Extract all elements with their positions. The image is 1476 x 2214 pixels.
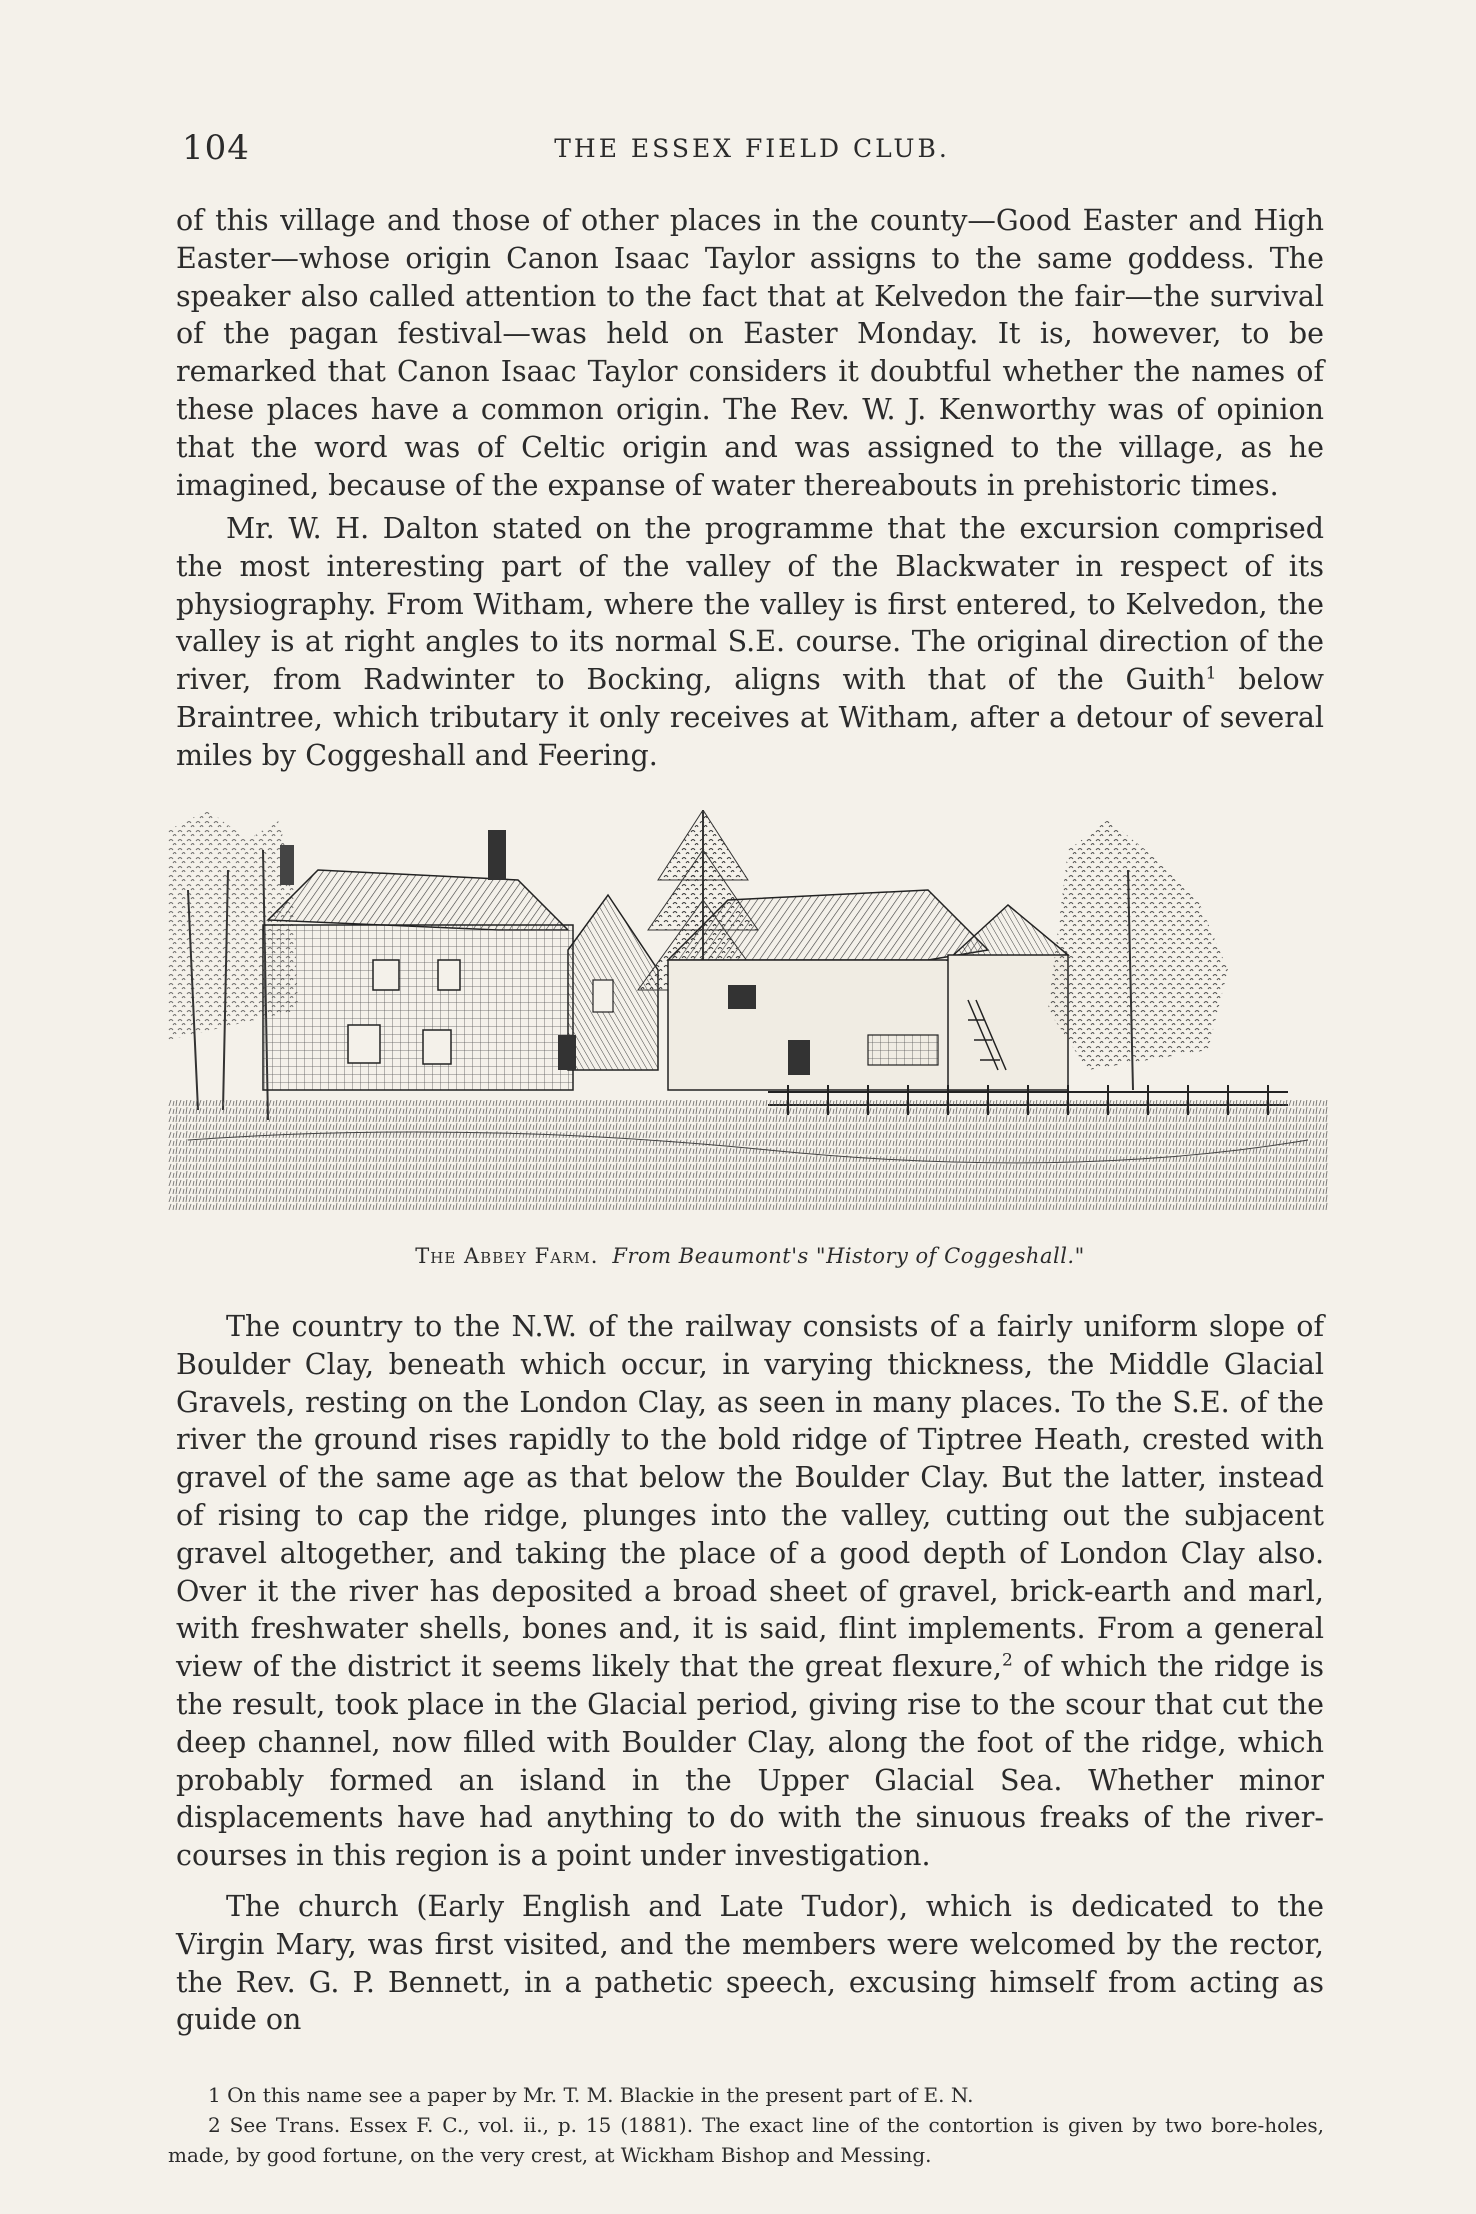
barn-drawing bbox=[668, 890, 1068, 1090]
footnote-ref-1: 1 bbox=[1205, 663, 1217, 684]
right-trees-drawing bbox=[1048, 820, 1228, 1090]
footnote-ref-2: 2 bbox=[1001, 1650, 1013, 1671]
caption-title: The Abbey Farm. bbox=[415, 1244, 599, 1268]
page-number: 104 bbox=[182, 128, 250, 168]
abbey-farm-illustration bbox=[168, 810, 1328, 1230]
figure-caption bbox=[176, 1244, 1324, 1268]
engraving-drawing bbox=[168, 810, 1328, 1230]
paragraph-text: The country to the N.W. of the railway consists of a fairly uniform slope of Boulder Clay, beneath which occur, in varying thickness, the Middle Glacial Gravels, resting on the London Clay, as seen in many places. To the S.E. of the river the ground rises rapidly to the bold ridge of Tiptree Heath, crested with gravel of the same age as that below the Boulder Clay. But the latter, instead of rising to cap the ridge, plunges into the valley, cutting out the subjacent gravel altogether, and taking the place of a good depth of London Clay also. Over it the river has deposited a broad sheet of gravel, brick-earth and marl, with freshwater shells, bones and, it is said, flint implements. From a general view of the district it seems likely that the great flexure, bbox=[176, 1310, 1324, 1684]
paragraph-dalton bbox=[176, 510, 1324, 775]
footnote-2: 2 See Trans. Essex F. C., vol. ii., p. 15 (1881). The exact line of the contortion is given by two bore-holes, made, by good fortune, on the very crest, at Wickham Bishop and Messing. bbox=[168, 2113, 1324, 2167]
paragraph-text: Mr. W. H. Dalton stated on the programme that the excursion comprised the most interesting part of the valley of the Blackwater in respect of its physiography. From Witham, where the valley is first entered, to Kelvedon, the valley is at right angles to its normal S.E. course. The original direction of the river, from Radwinter to Bocking, aligns with that of the Guith bbox=[176, 512, 1324, 697]
caption-source: From Beaumont's "History of Coggeshall." bbox=[612, 1244, 1085, 1268]
footnotes bbox=[168, 2080, 1324, 2170]
paragraph-text: below Braintree, which tributary it only receives at Witham, after a detour of several miles by Coggeshall and Feering. bbox=[176, 663, 1324, 772]
paragraph-easter-origin: of this village and those of other places in the county—Good Easter and High Easter—whose origin Canon Isaac Taylor assigns to the same goddess. The speaker also called attention to the fact that at Kelvedon the fair—the survival of the pagan festival—was held on Easter Monday. It is, however, to be remarked that Canon Isaac Taylor considers it doubtful whether the names of these places have a common origin. The Rev. W. J. Kenworthy was of opinion that the word was of Celtic origin and was assigned to the village, as he imagined, because of the expanse of water thereabouts in prehistoric times. bbox=[176, 204, 1324, 502]
farmhouse-drawing bbox=[263, 830, 658, 1090]
paragraph-text: of which the ridge is the result, took place in the Glacial period, giving rise to the scour that cut the deep channel, now filled with Boulder Clay, along the foot of the ridge, which probably formed an island in the Upper Glacial Sea. Whether minor displacements have had anything to do with the sinuous freaks of the river-courses in this region is a point under investigation. bbox=[176, 1650, 1324, 1873]
paragraph-geology bbox=[176, 1308, 1324, 1875]
foreground-grass-drawing bbox=[168, 1100, 1328, 1210]
footnote-1: 1 On this name see a paper by Mr. T. M. Blackie in the present part of E. N. bbox=[208, 2083, 974, 2107]
page-header bbox=[182, 128, 1322, 168]
running-head: THE ESSEX FIELD CLUB. bbox=[554, 134, 950, 163]
paragraph-church: The church (Early English and Late Tudor), which is dedicated to the Virgin Mary, was first visited, and the members were welcomed by the rector, the Rev. G. P. Bennett, in a pathetic speech, excusing himself from acting as guide on bbox=[176, 1890, 1324, 2037]
